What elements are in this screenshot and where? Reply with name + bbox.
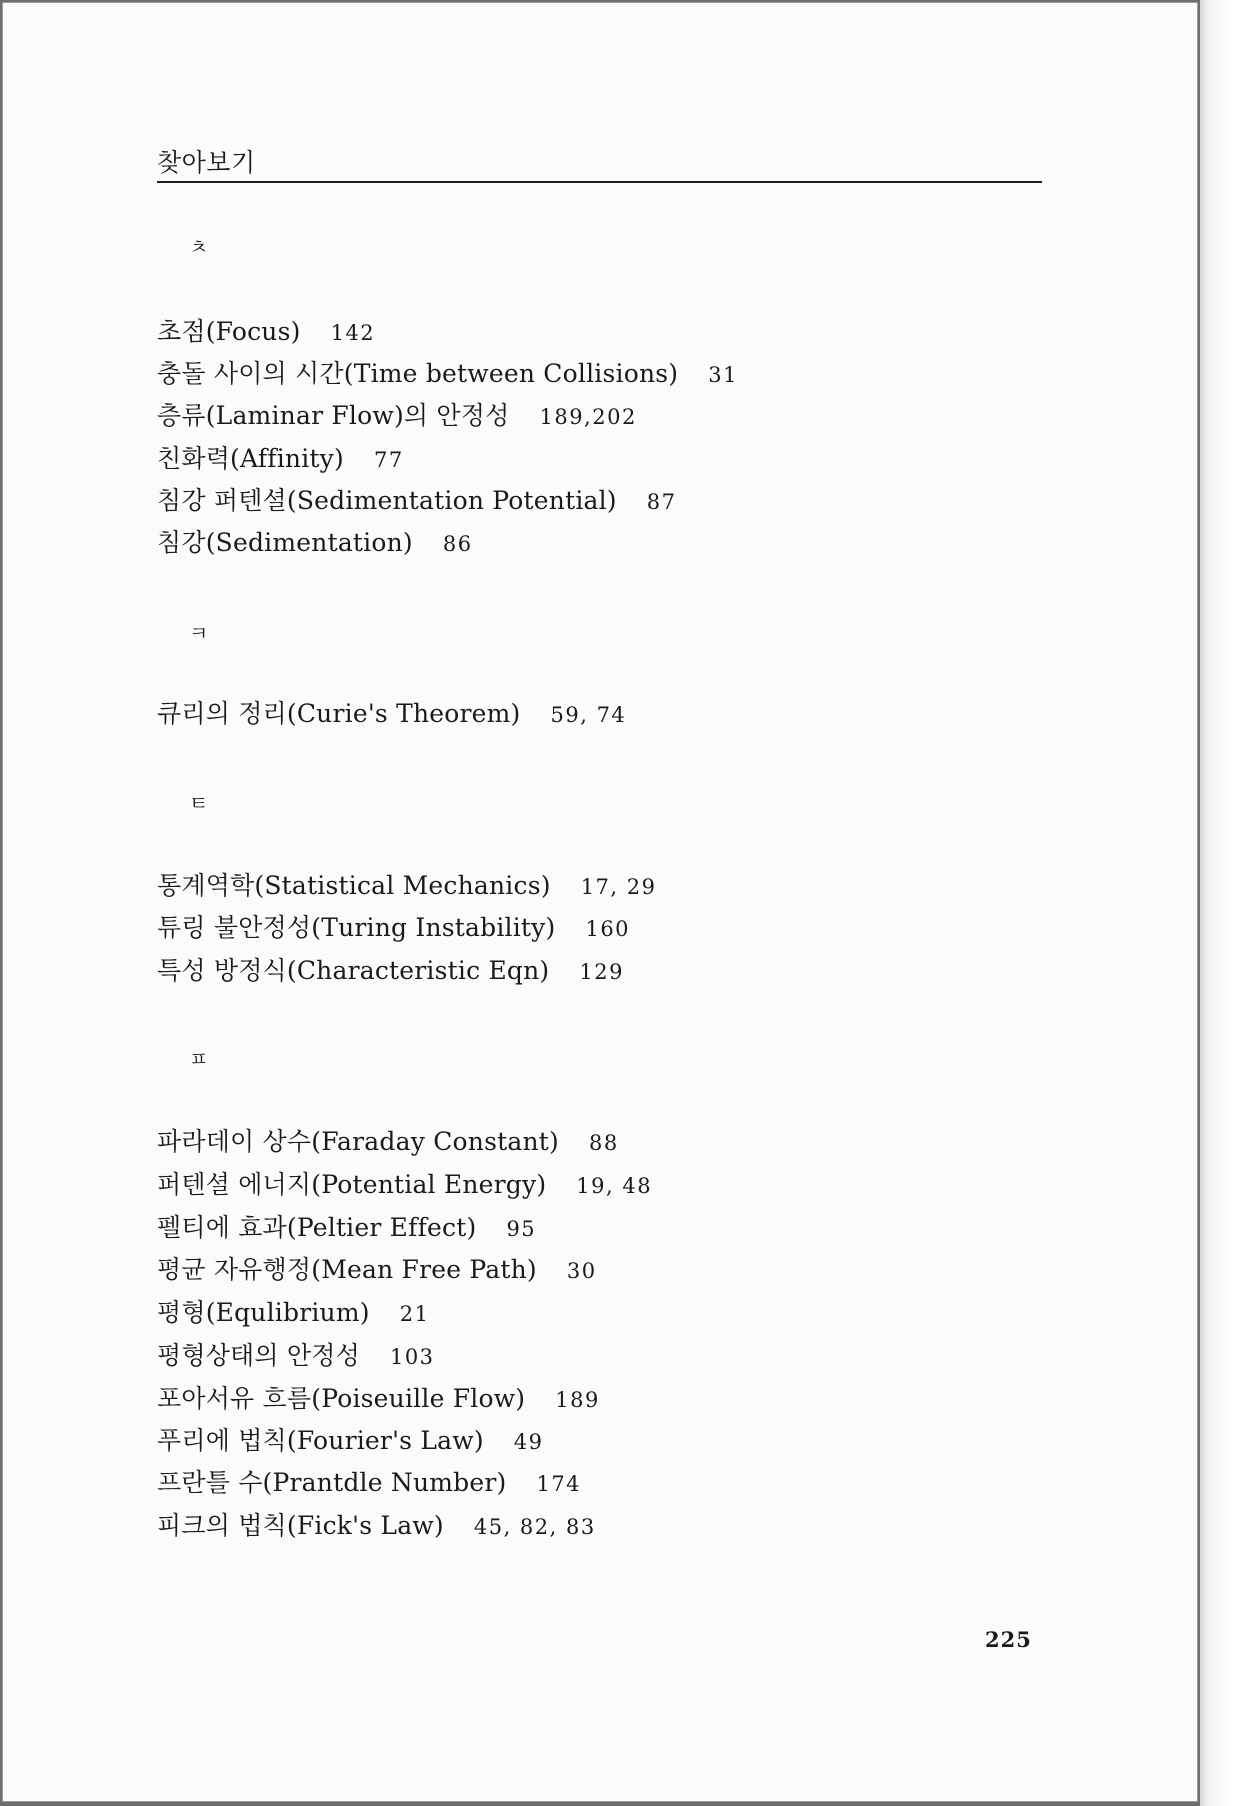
entry-pages: 88 — [588, 1131, 619, 1155]
entry-pages: 31 — [708, 363, 738, 387]
index-entry — [157, 399, 637, 434]
entry-term: 침강(Sedimentation) — [157, 528, 413, 557]
entry-term: 평형(Equlibrium) — [157, 1298, 370, 1327]
index-entry — [157, 1211, 536, 1246]
index-entry — [157, 869, 656, 904]
index-entry — [157, 1253, 597, 1288]
entry-pages: 77 — [373, 448, 404, 472]
entry-term: 평균 자유행정(Mean Free Path) — [157, 1255, 537, 1284]
entry-term: 펠티에 효과(Peltier Effect) — [157, 1213, 477, 1242]
entry-term: 포아서유 흐름(Poiseuille Flow) — [157, 1384, 526, 1413]
entry-pages: 21 — [399, 1302, 430, 1326]
section-letter-tieut: ㅌ — [189, 791, 209, 815]
entry-pages: 160 — [585, 917, 631, 941]
index-entry — [157, 1296, 429, 1331]
entry-pages: 189,202 — [539, 405, 637, 429]
entry-term: 프란틀 수(Prantdle Number) — [157, 1468, 507, 1497]
entry-term: 친화력(Affinity) — [157, 444, 344, 473]
page-header-title: 찾아보기 — [157, 148, 256, 177]
entry-pages: 87 — [646, 490, 677, 514]
entry-term: 피크의 법칙(Fick's Law) — [157, 1511, 444, 1540]
entry-term: 침강 퍼텐셜(Sedimentation Potential) — [157, 486, 617, 515]
entry-term: 파라데이 상수(Faraday Constant) — [157, 1127, 559, 1156]
entry-term: 퍼텐셜 에너지(Potential Energy) — [157, 1170, 547, 1199]
section-letter-chieut: ㅊ — [189, 235, 209, 259]
entry-pages: 129 — [579, 960, 624, 984]
entry-pages: 142 — [330, 321, 376, 345]
entry-term: 평형상태의 안정성 — [157, 1341, 360, 1370]
index-entry — [157, 1466, 581, 1501]
section-letter-kieuk: ㅋ — [189, 621, 209, 645]
index-entry — [157, 1382, 600, 1417]
page-number: 225 — [985, 1627, 1032, 1652]
index-entry — [157, 1339, 435, 1374]
entry-pages: 103 — [389, 1345, 435, 1369]
entry-term: 푸리에 법칙(Fourier's Law) — [157, 1426, 484, 1455]
index-entry — [157, 911, 630, 946]
index-entry — [157, 697, 626, 732]
entry-pages: 17, 29 — [580, 875, 657, 899]
entry-term: 통계역학(Statistical Mechanics) — [157, 871, 551, 900]
entry-pages: 189 — [555, 1388, 600, 1412]
index-entry — [157, 1125, 619, 1160]
entry-term: 큐리의 정리(Curie's Theorem) — [157, 699, 521, 728]
entry-term: 특성 방정식(Characteristic Eqn) — [157, 956, 550, 985]
index-entry — [157, 315, 375, 350]
entry-pages: 19, 48 — [576, 1174, 653, 1198]
index-entry — [157, 1424, 544, 1459]
index-entry — [157, 954, 624, 989]
index-entry — [157, 442, 404, 477]
section-letter-pieup: ㅍ — [189, 1047, 209, 1071]
entry-term: 충돌 사이의 시간(Time between Collisions) — [157, 359, 679, 388]
entry-pages: 30 — [566, 1259, 597, 1283]
index-entry — [157, 526, 473, 561]
entry-pages: 174 — [536, 1472, 582, 1496]
entry-pages: 59, 74 — [550, 703, 627, 727]
entry-pages: 86 — [442, 532, 473, 556]
entry-term: 튜링 불안정성(Turing Instability) — [157, 913, 556, 942]
entry-term: 초점(Focus) — [157, 317, 301, 346]
index-entry — [157, 484, 677, 519]
viewer-background — [1200, 0, 1254, 1806]
entry-pages: 95 — [506, 1217, 537, 1241]
entry-pages: 45, 82, 83 — [473, 1515, 596, 1539]
entry-term: 층류(Laminar Flow)의 안정성 — [157, 401, 510, 430]
index-entry — [157, 357, 738, 392]
entry-pages: 49 — [513, 1430, 544, 1454]
document-page — [2, 2, 1198, 1802]
index-entry — [157, 1168, 652, 1203]
header-rule — [157, 181, 1042, 183]
index-entry — [157, 1509, 596, 1544]
